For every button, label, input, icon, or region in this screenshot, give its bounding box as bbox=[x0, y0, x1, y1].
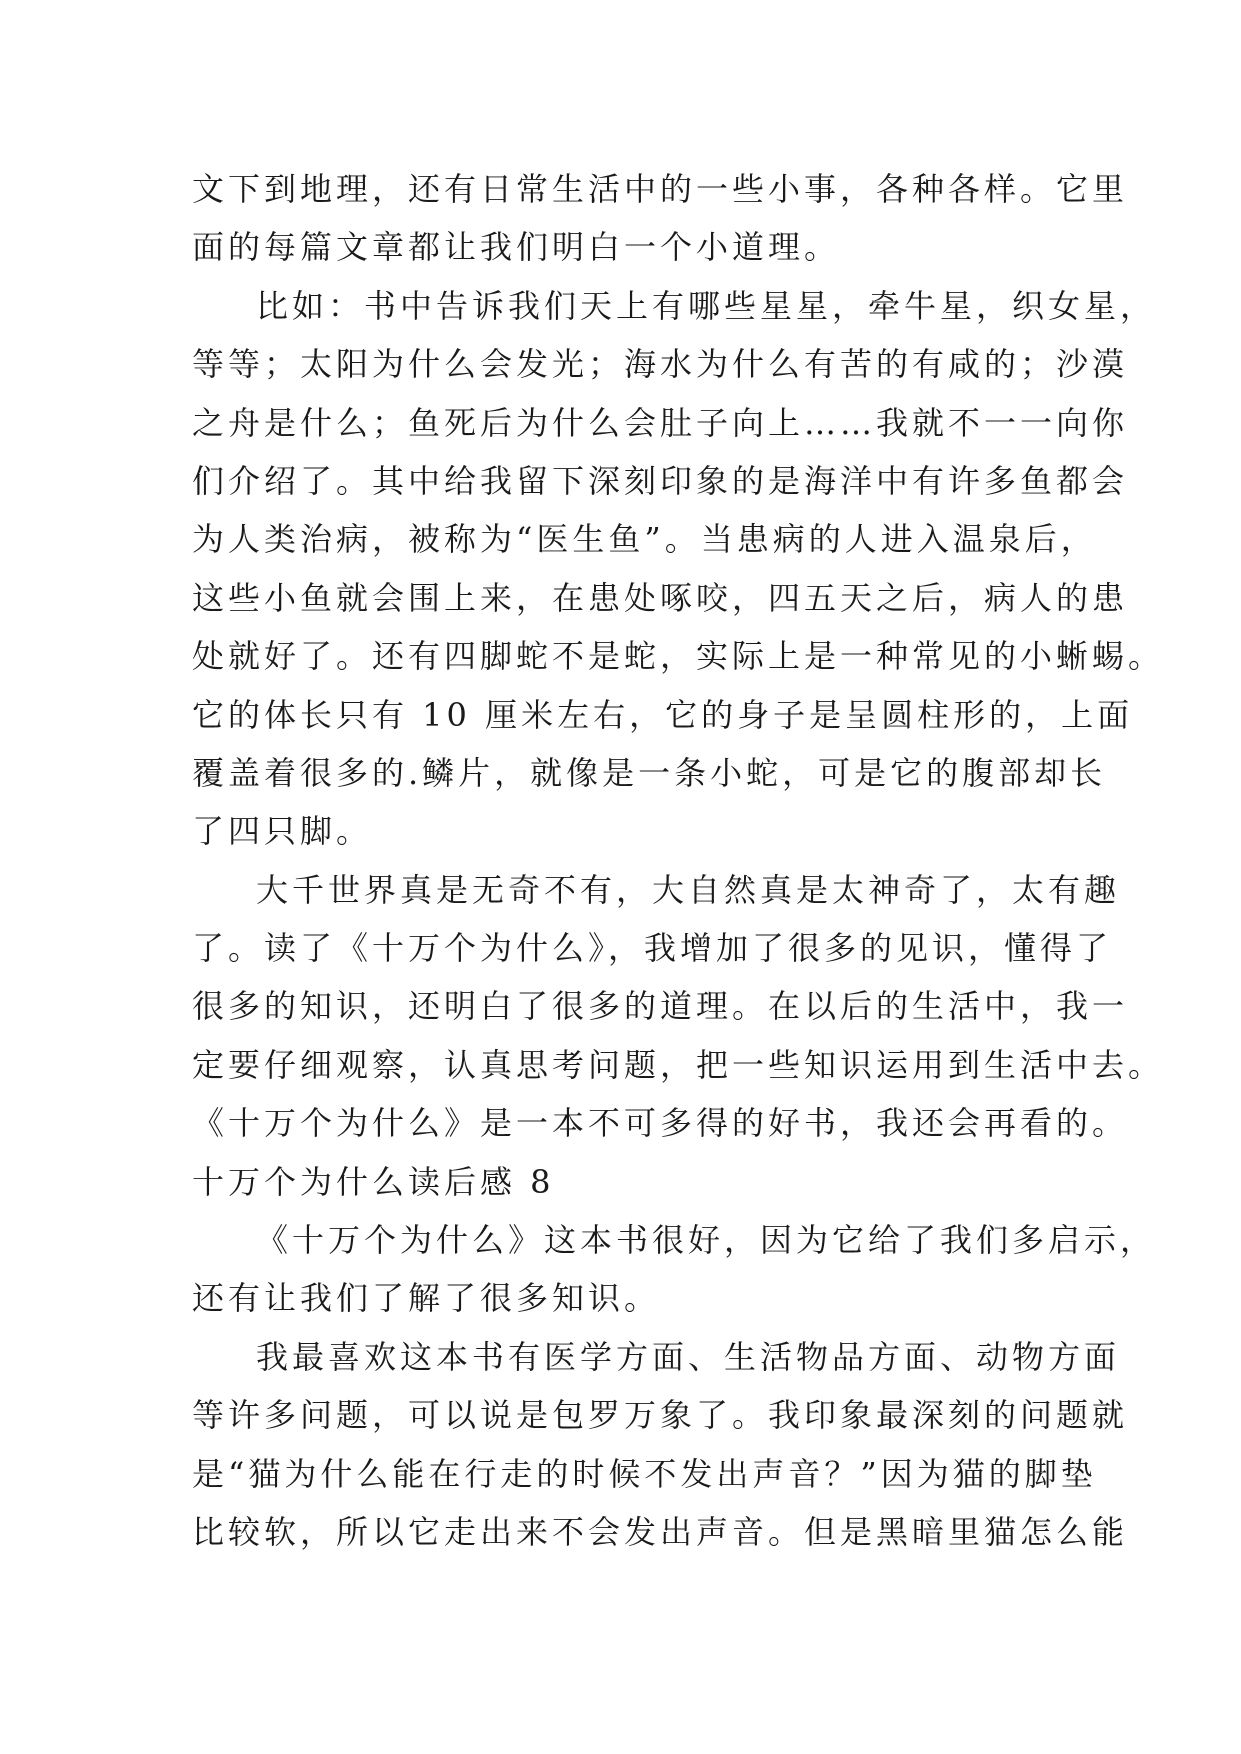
text-line: 为人类治病，被称为“医生鱼”。当患病的人进入温泉后， bbox=[192, 520, 1097, 559]
text-line: 这些小鱼就会围上来，在患处啄咬，四五天之后，病人的患 bbox=[192, 578, 1129, 617]
text-line: 《十万个为什么》这本书很好，因为它给了我们多启示， bbox=[256, 1221, 1157, 1260]
text-line: 定要仔细观察，认真思考问题，把一些知识运用到生活中去。 bbox=[192, 1045, 1165, 1084]
text-line: 是“猫为什么能在行走的时候不发出声音？”因为猫的脚垫 bbox=[192, 1454, 1097, 1493]
text-line: 了。读了《十万个为什么》，我增加了很多的见识，懂得了 bbox=[192, 929, 1113, 968]
text-line: 等等；太阳为什么会发光；海水为什么有苦的有咸的；沙漠 bbox=[192, 345, 1129, 384]
text-line: 之舟是什么；鱼死后为什么会肚子向上……我就不一一向你 bbox=[192, 403, 1129, 442]
text-line: 等许多问题，可以说是包罗万象了。我印象最深刻的问题就 bbox=[192, 1396, 1129, 1435]
text-line: 面的每篇文章都让我们明白一个小道理。 bbox=[192, 228, 841, 267]
text-line: 了四只脚。 bbox=[192, 812, 373, 851]
document-body bbox=[192, 160, 1165, 1561]
text-line: 比如：书中告诉我们天上有哪些星星，牵牛星，织女星， bbox=[256, 286, 1157, 325]
text-line: 覆盖着很多的.鳞片，就像是一条小蛇，可是它的腹部却长 bbox=[192, 753, 1107, 792]
text-line: 《十万个为什么》是一本不可多得的好书，我还会再看的。 bbox=[192, 1104, 1129, 1143]
text-line: 还有让我们了解了很多知识。 bbox=[192, 1279, 661, 1318]
text-line: 处就好了。还有四脚蛇不是蛇，实际上是一种常见的小蜥蜴。 bbox=[192, 637, 1165, 676]
text-line: 它的体长只有 10 厘米左右，它的身子是呈圆柱形的，上面 bbox=[192, 695, 1134, 734]
text-line: 我最喜欢这本书有医学方面、生活物品方面、动物方面 bbox=[256, 1337, 1121, 1376]
text-line: 们介绍了。其中给我留下深刻印象的是海洋中有许多鱼都会 bbox=[192, 461, 1129, 500]
section-heading: 十万个为什么读后感 8 bbox=[192, 1162, 555, 1201]
text-line: 很多的知识，还明白了很多的道理。在以后的生活中，我一 bbox=[192, 987, 1129, 1026]
text-line: 大千世界真是无奇不有，大自然真是太神奇了，太有趣 bbox=[256, 870, 1121, 909]
text-line: 比较软，所以它走出来不会发出声音。但是黑暗里猫怎么能 bbox=[192, 1512, 1129, 1551]
text-line: 文下到地理，还有日常生活中的一些小事，各种各样。它里 bbox=[192, 170, 1129, 208]
